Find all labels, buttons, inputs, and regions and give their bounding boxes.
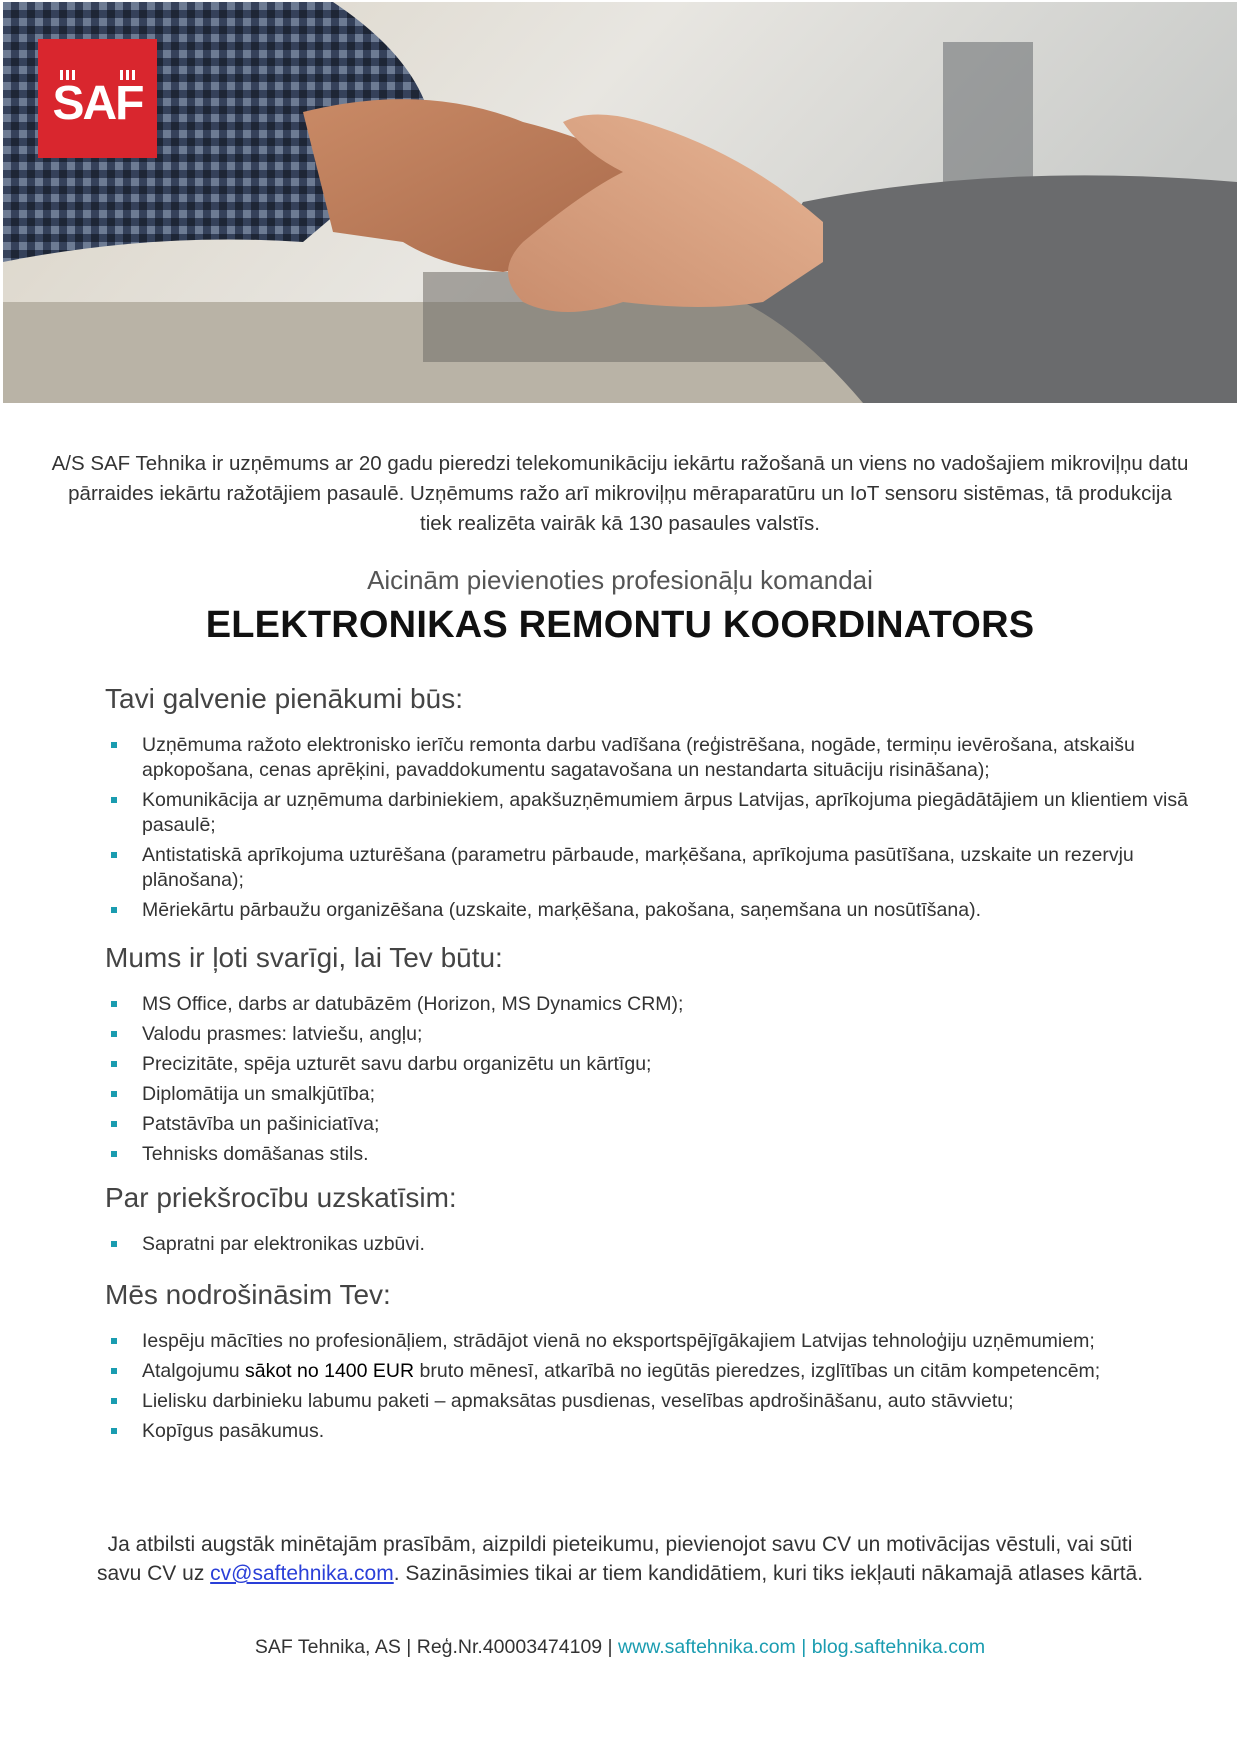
invite-subtitle: Aicinām pievienoties profesionāļu komandai: [367, 565, 873, 595]
bullet-icon: [111, 1061, 117, 1067]
list-item: Komunikācija ar uzņēmuma darbiniekiem, apakšuzņēmumiem ārpus Latvijas, aprīkojuma piegādātājiem un klientiem visā pasaulē;: [108, 788, 1188, 838]
bullet-icon: [111, 1428, 117, 1434]
saf-logo: [38, 39, 157, 158]
salary-amount: sākot no 1400 EUR: [244, 1360, 415, 1382]
logo-text: SAF: [52, 77, 143, 130]
list-item: Precizitāte, spēja uzturēt savu darbu organizētu un kārtīgu;: [108, 1052, 1188, 1077]
bullet-icon: [111, 1241, 117, 1247]
footer-company: SAF Tehnika, AS | Reģ.Nr.40003474109 |: [254, 1636, 619, 1658]
bullet-icon: [111, 1091, 117, 1097]
list-item: Mēriekārtu pārbaužu organizēšana (uzskaite, marķēšana, pakošana, saņemšana un nosūtīšana).: [108, 898, 1188, 923]
list-item: Diplomātija un smalkjūtība;: [108, 1082, 1188, 1107]
bullet-icon: [111, 1338, 117, 1344]
website-link[interactable]: www.saftehnika.com: [618, 1636, 796, 1658]
list-item: Uzņēmuma ražoto elektronisko ierīču remonta darbu vadīšana (reģistrēšana, nogāde, termiņu ievērošana, atskaišu apkopošana, cenas aprēķini, pavaddokumentu sagatavošana un nestandarta situāciju risināšana);: [108, 733, 1188, 783]
salary-item: Atalgojumu sākot no 1400 EUR bruto mēnesī, atkarībā no iegūtās pieredzes, izglītības un citām kompetencēm;: [108, 1359, 1188, 1384]
bullet-icon: [111, 1031, 117, 1037]
list-item: Tehnisks domāšanas stils.: [108, 1142, 1188, 1167]
list-item: Iespēju mācīties no profesionāļiem, strādājot vienā no eksportspējīgākajiem Latvijas tehnoloģiju uzņēmumiem;: [108, 1329, 1188, 1354]
offer-list: [108, 1329, 1188, 1449]
list-item: Patstāvība un pašiniciatīva;: [108, 1112, 1188, 1137]
advantage-heading: Par priekšrocību uzskatīsim:: [105, 1182, 457, 1213]
list-item: Kopīgus pasākumus.: [108, 1419, 1188, 1444]
list-item: Lielisku darbinieku labumu paketi – apmaksātas pusdienas, veselības apdrošināšanu, auto stāvvietu;: [108, 1389, 1188, 1414]
hero-handshake-image: [3, 2, 1237, 403]
requirements-list: [108, 992, 1188, 1172]
list-item: Valodu prasmes: latviešu, angļu;: [108, 1022, 1188, 1047]
advantage-list: [108, 1232, 1188, 1262]
email-link[interactable]: cv@saftehnika.com: [210, 1562, 394, 1585]
bullet-icon: [111, 852, 117, 858]
blog-link[interactable]: blog.saftehnika.com: [811, 1636, 986, 1658]
bullet-icon: [111, 1001, 117, 1007]
list-item: Sapratni par elektronikas uzbūvi.: [108, 1232, 1188, 1257]
duties-heading: Tavi galvenie pienākumi būs:: [105, 683, 463, 714]
bullet-icon: [111, 907, 117, 913]
list-item: MS Office, darbs ar datubāzēm (Horizon, MS Dynamics CRM);: [108, 992, 1188, 1017]
company-intro: A/S SAF Tehnika ir uzņēmums ar 20 gadu pieredzi telekomunikāciju iekārtu ražošanā un viens no vadošajiem mikroviļņu datu pārraides iekārtu ražotājiem pasaulē. Uzņēmums ražo arī mikroviļņu mēraparatūru un IoT sensoru sistēmas, tā produkcija tiek realizēta vairāk kā 130 pasaules valstīs.: [51, 452, 1189, 535]
closing-text: Ja atbilsti augstāk minētajām prasībām, aizpildi pieteikumu, pievienojot savu CV un motivācijas vēstuli, vai sūti savu CV uz cv@saftehnika.com. Sazināsimies tikai ar tiem kandidātiem, kuri tiks iekļauti nākamajā atlases kārtā.: [96, 1533, 1144, 1585]
bullet-icon: [111, 797, 117, 803]
requirements-heading: Mums ir ļoti svarīgi, lai Tev būtu:: [105, 942, 503, 973]
offer-heading: Mēs nodrošināsim Tev:: [105, 1279, 391, 1310]
bullet-icon: [111, 742, 117, 748]
bullet-icon: [111, 1121, 117, 1127]
footer: SAF Tehnika, AS | Reģ.Nr.40003474109 | www.saftehnika.com | blog.saftehnika.com: [254, 1636, 986, 1658]
bullet-icon: [111, 1151, 117, 1157]
bullet-icon: [111, 1398, 117, 1404]
bullet-icon: [111, 1368, 117, 1374]
job-title: ELEKTRONIKAS REMONTU KOORDINATORS: [205, 604, 1035, 646]
list-item: Antistatiskā aprīkojuma uzturēšana (parametru pārbaude, marķēšana, aprīkojuma pasūtīšana, uzskaite un rezervju plānošana);: [108, 843, 1188, 893]
duties-list: [108, 733, 1188, 928]
